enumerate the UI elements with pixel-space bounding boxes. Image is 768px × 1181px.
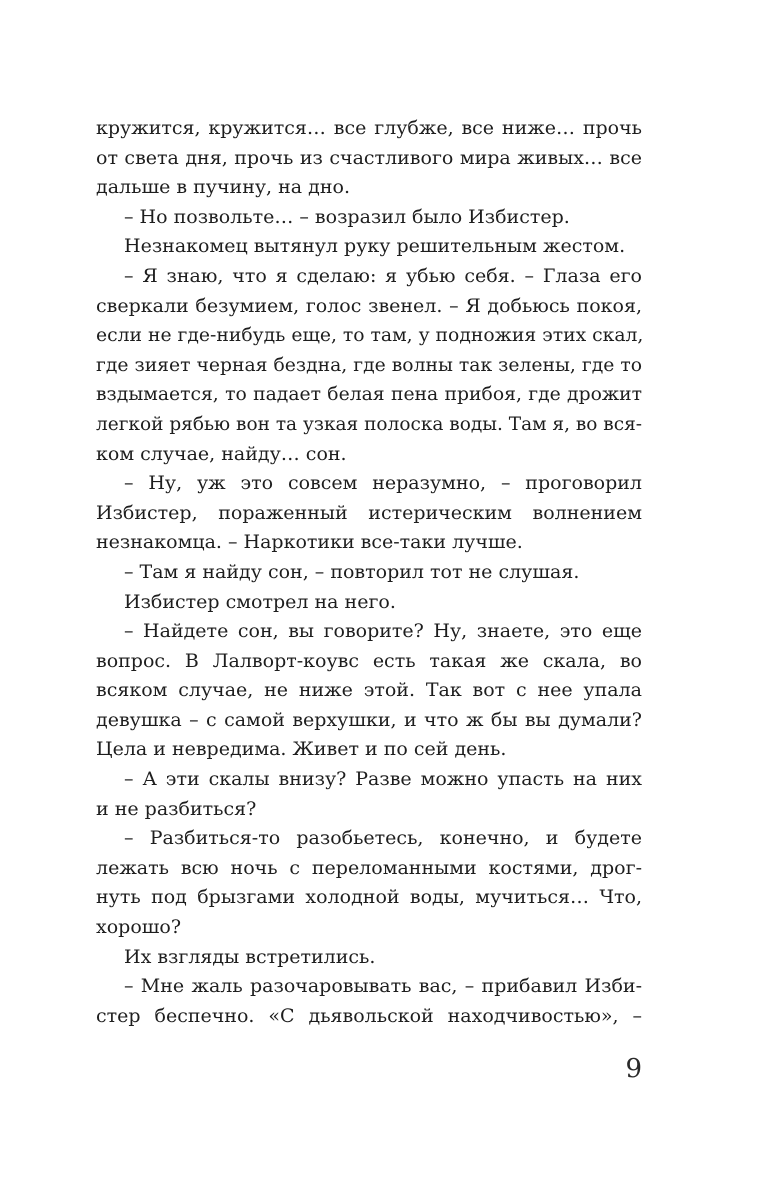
text-line: – Ну, уж это совсем неразумно, – проговорил [124,472,642,495]
text-line: – Но позвольте… – возразил было Избистер. [124,205,570,228]
text-line: девушка – с самой верхушки, и что ж бы вы думали? [96,708,642,731]
text-line: легкой рябью вон та узкая полоска воды. Там я, во вся- [96,413,642,435]
text-line: дальше в пучину, на дно. [96,176,350,199]
text-line: хорошо? [96,916,182,939]
text-line: если не где-нибудь еще, то там, у подножия этих скал, [96,325,644,347]
text-line: – А эти скалы внизу? Разве можно упасть на них [124,768,642,791]
book-page-text [96,114,642,1031]
text-line: – Мне жаль разочаровывать вас, – прибавил Изби- [124,975,642,998]
text-line: где зияет черная бездна, где волны так зелены, где то [96,354,642,376]
text-line: ком случае, найду… сон. [96,442,347,465]
text-line: незнакомца. – Наркотики все-таки лучше. [96,531,523,554]
text-line: от света дня, прочь из счастливого мира живых… все [96,146,642,169]
text-line: – Разбиться-то разобьетесь, конечно, и будете [124,827,642,850]
text-line: Избистер, пораженный истерическим волнением [96,501,642,524]
text-line: Незнакомец вытянул руку решительным жестом. [124,235,626,258]
text-line: Их взгляды встретились. [124,945,376,968]
text-line: стер беспечно. «С дьявольской находчивостью», – [96,1004,642,1027]
text-line: – Я знаю, что я сделаю: я убью себя. – Глаза его [124,264,642,287]
text-line: лежать всю ночь с переломанными костями, дрог- [96,856,642,879]
text-line: – Там я найду сон, – повторил тот не слушая. [124,560,580,583]
text-line: вопрос. В Лалворт-коувс есть такая же скала, во [96,649,642,672]
text-line: Избистер смотрел на него. [124,590,396,613]
text-line: сверкали безумием, голос звенел. – Я добьюсь покоя, [96,294,642,317]
page-number: 9 [625,1054,642,1084]
text-line: нуть под брызгами холодной воды, мучиться… Что, [96,886,642,909]
text-line: кружится, кружится… все глубже, все ниже… прочь [96,117,642,139]
text-line: Цела и невредима. Живет и по сей день. [96,738,507,761]
text-line: – Найдете сон, вы говорите? Ну, знаете, это еще [124,620,642,643]
text-line: вздымается, то падает белая пена прибоя, где дрожит [96,384,642,406]
text-line: и не разбиться? [96,797,257,820]
text-line: всяком случае, не ниже этой. Так вот с нее упала [96,679,642,702]
